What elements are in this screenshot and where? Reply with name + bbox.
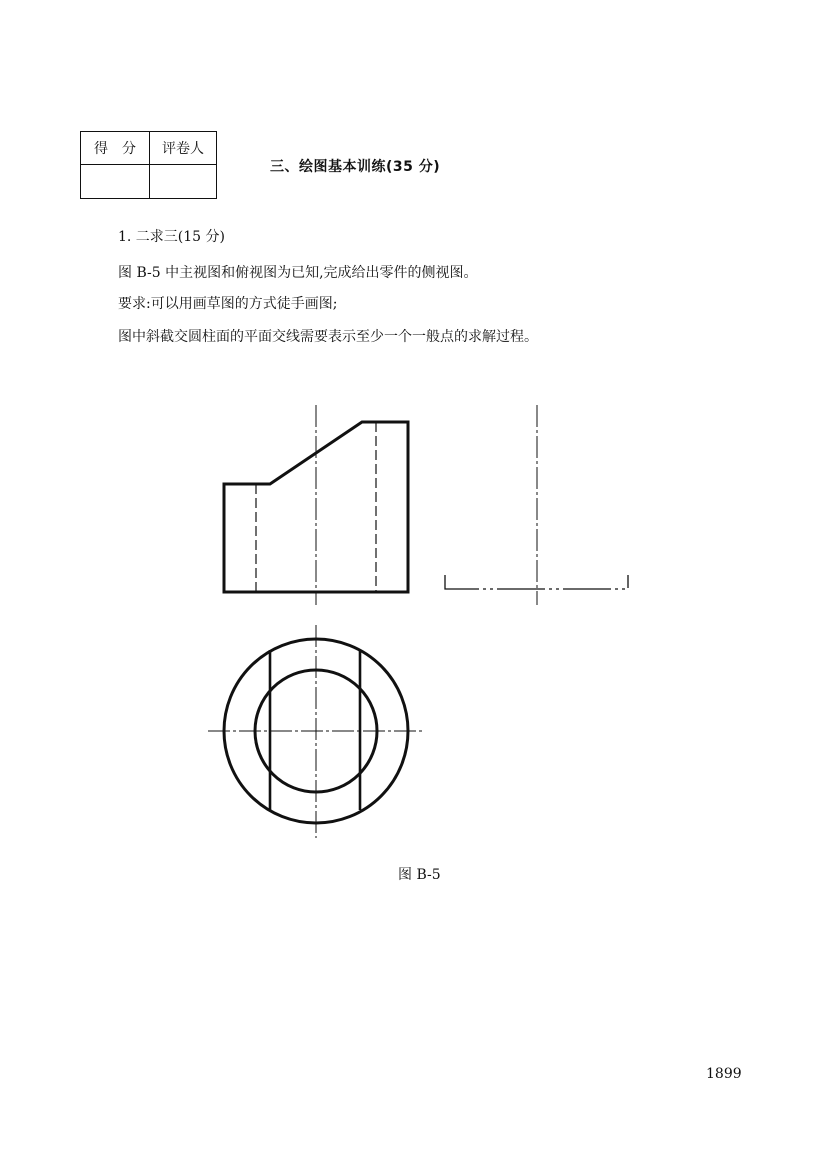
side-view-frame xyxy=(445,405,628,605)
grader-header: 评卷人 xyxy=(150,132,217,165)
top-view xyxy=(208,625,424,838)
score-header: 得 分 xyxy=(81,132,150,165)
figure-caption: 图 B-5 xyxy=(398,867,441,883)
page-number: 1899 xyxy=(706,1066,742,1082)
question-title: 1. 二求三(15 分) xyxy=(118,229,225,245)
front-view xyxy=(224,405,408,605)
question-line-1: 图 B-5 中主视图和俯视图为已知,完成给出零件的侧视图。 xyxy=(118,265,478,281)
section-title: 三、绘图基本训练(35 分) xyxy=(270,159,441,175)
question-line-2: 要求:可以用画草图的方式徒手画图; xyxy=(118,296,338,312)
question-line-3: 图中斜截交圆柱面的平面交线需要表示至少一个一般点的求解过程。 xyxy=(118,329,538,345)
